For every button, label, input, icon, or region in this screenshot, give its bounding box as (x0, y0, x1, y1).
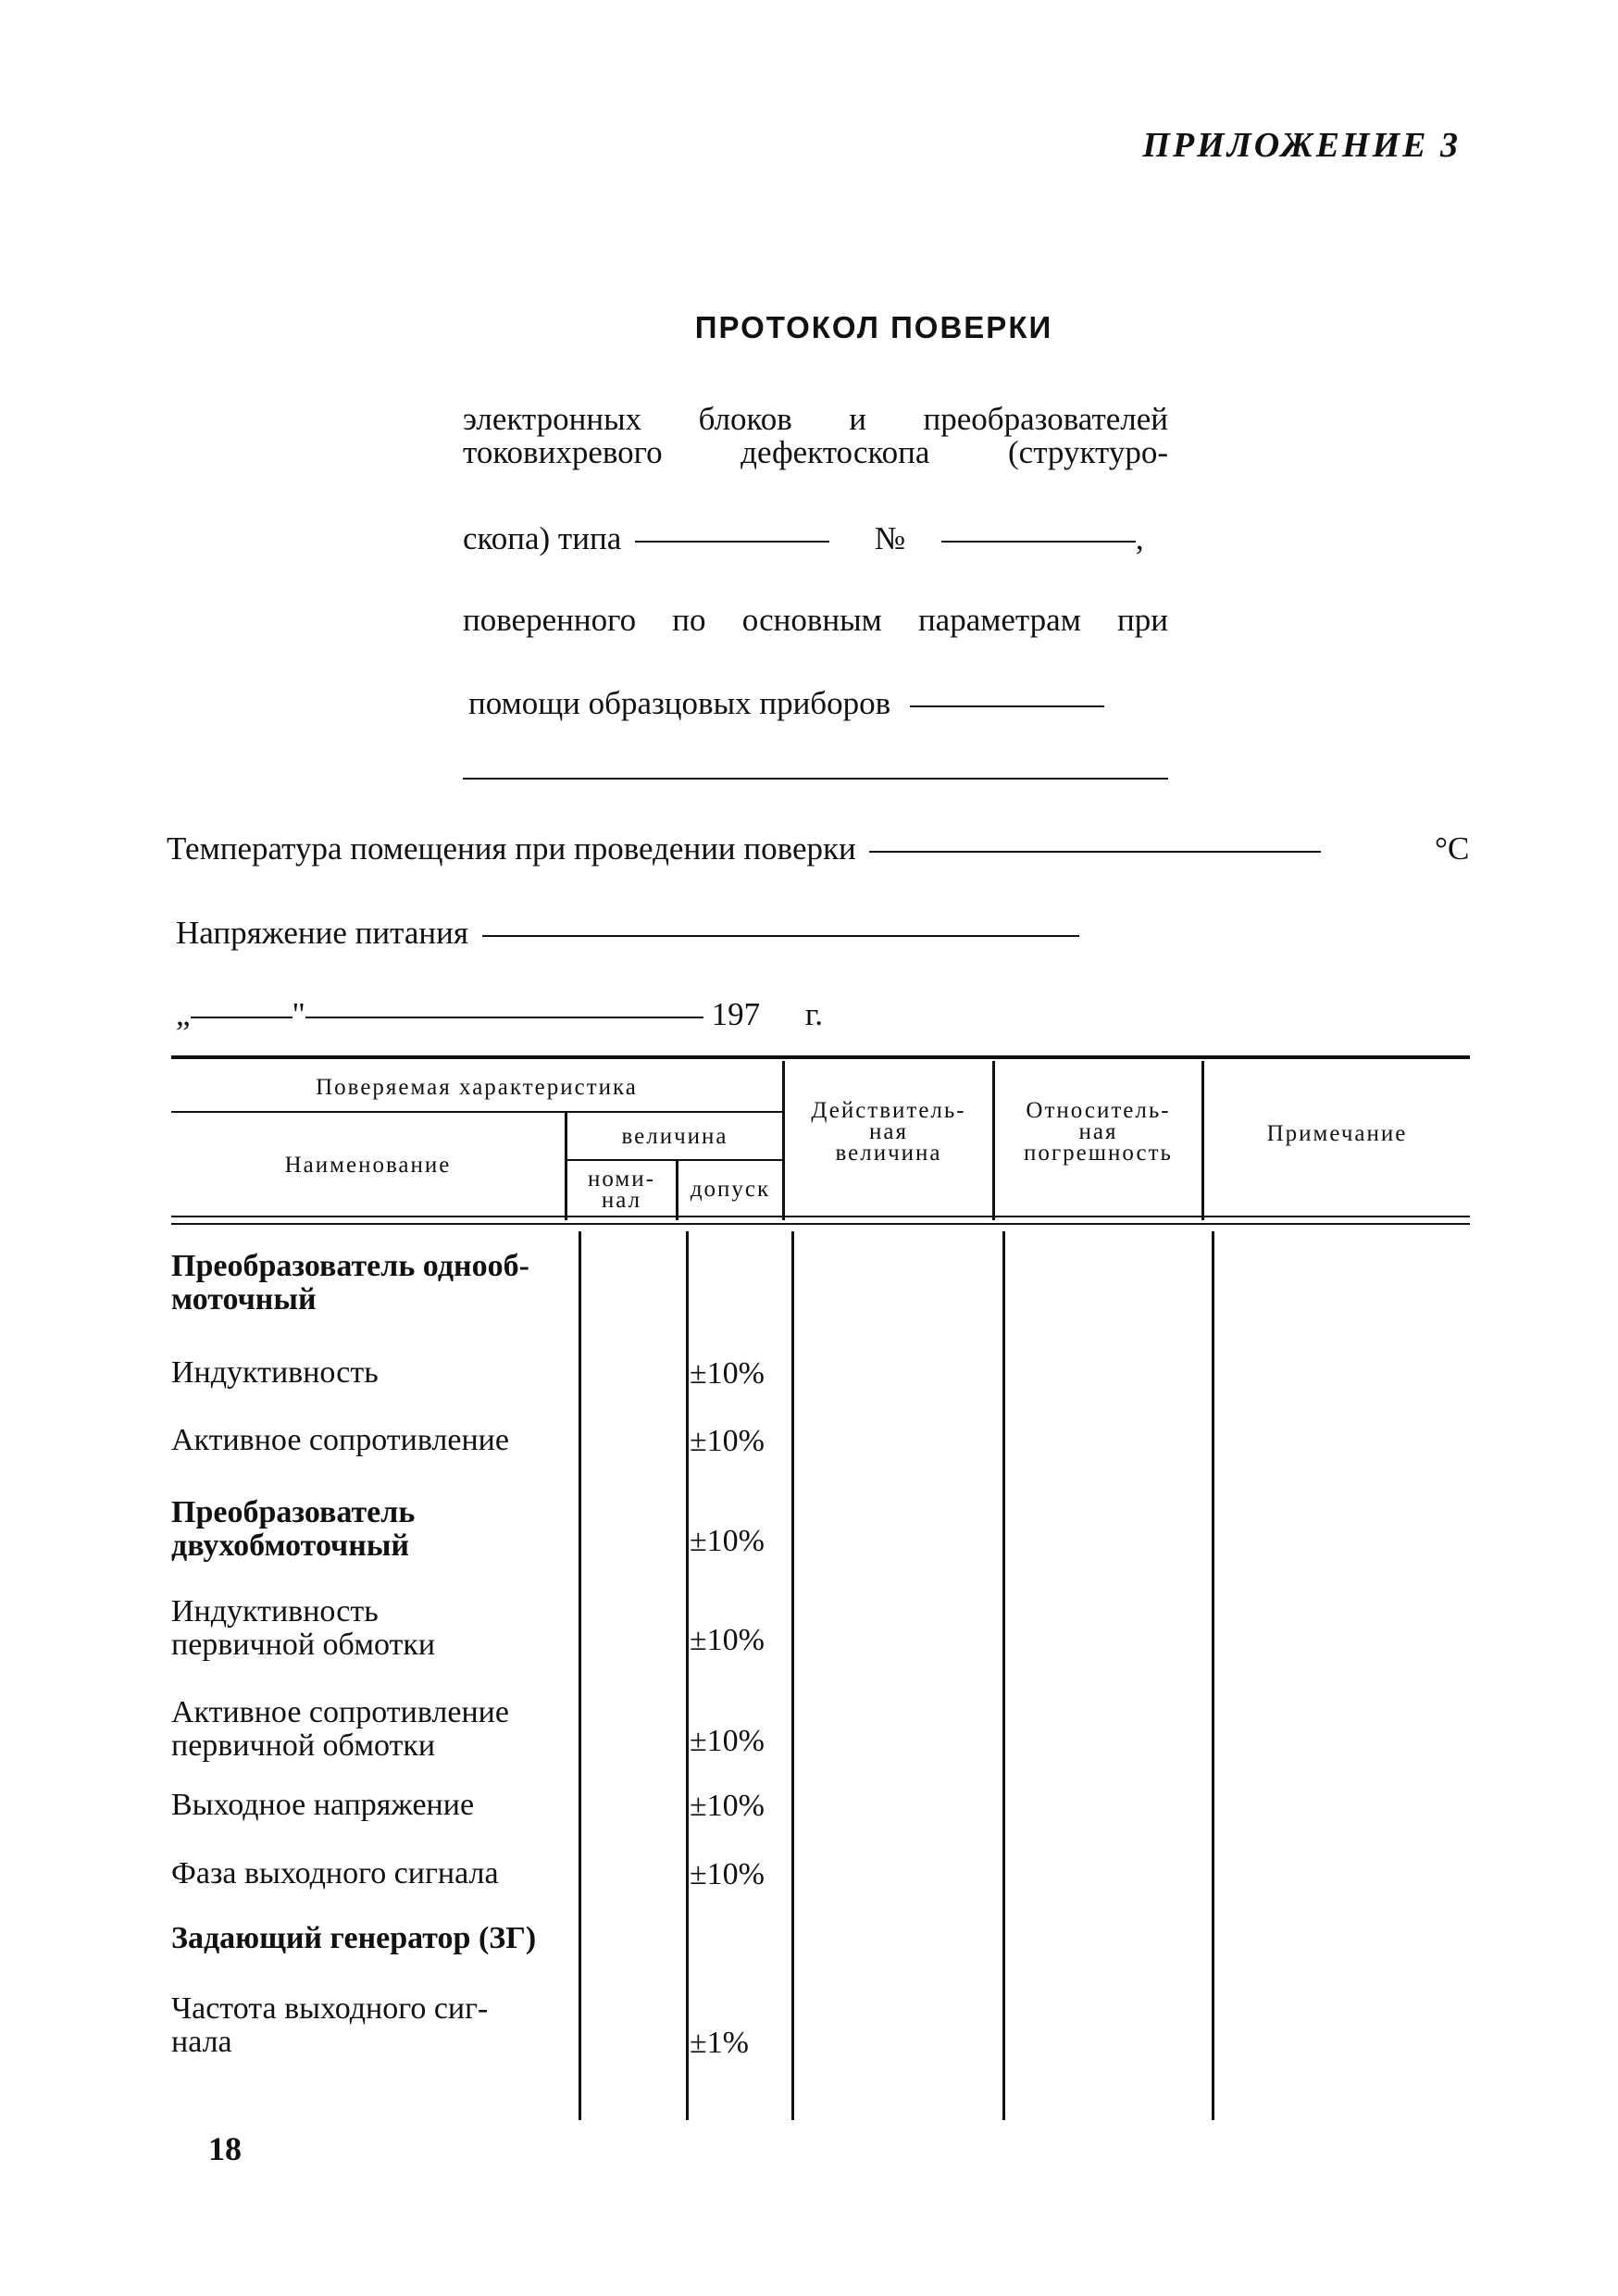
body-vline-name (579, 1231, 581, 2120)
type-row (463, 520, 1144, 557)
row-4-name: Индуктивность первичной обмотки (171, 1594, 436, 1662)
temperature-blank (869, 851, 1321, 853)
row-9-name: Частота выходного сиг- нала (171, 1991, 489, 2059)
header-tolerance: допуск (690, 1177, 771, 1202)
number-blank (941, 541, 1136, 543)
row-9-tolerance: ±1% (690, 2026, 749, 2060)
row-7-tolerance: ±10% (690, 1857, 765, 1891)
month-blank (305, 1017, 703, 1018)
intro-line-2: токовихревого дефектоскопа (структуро- (463, 434, 1168, 470)
characteristic-underline (171, 1111, 782, 1113)
type-label: скопа) типа (463, 520, 622, 556)
value-underline (567, 1159, 782, 1161)
row-2-name: Активное сопротивление (171, 1423, 509, 1457)
row-3-name: Преобразователь двухобмоточный (171, 1495, 416, 1563)
date-suffix: г. (804, 996, 824, 1032)
body-vline-actual (1002, 1231, 1005, 2120)
header-actual: Действитель- ная величина (811, 1098, 966, 1166)
header-value: величина (621, 1124, 728, 1149)
instruments-blank (910, 705, 1104, 707)
date-row (176, 996, 823, 1033)
header-nominal: номи- нал (588, 1167, 655, 1213)
voltage-row (176, 915, 1079, 952)
day-blank (191, 1017, 292, 1018)
row-1-tolerance: ±10% (690, 1356, 765, 1391)
row-5-tolerance: ±10% (690, 1724, 765, 1758)
document-title: ПРОТОКОЛ ПОВЕРКИ (694, 310, 1053, 344)
body-vline-relative (1212, 1231, 1214, 2120)
verified-text: поверенного по основным параметрам при (463, 602, 1168, 638)
date-year: 197 (711, 996, 761, 1032)
row-5-name: Активное сопротивление первичной обмотки (171, 1695, 509, 1763)
type-blank (635, 541, 829, 543)
instruments-row (468, 685, 1104, 722)
instruments-label: помощи образцовых приборов (468, 685, 891, 721)
row-3-tolerance: ±10% (690, 1524, 765, 1558)
header-name: Наименование (284, 1153, 452, 1178)
header-bottom-1 (171, 1216, 1470, 1217)
row-4-tolerance: ±10% (690, 1623, 765, 1657)
row-8-name: Задающий генератор (ЗГ) (171, 1921, 537, 1955)
body-vline-tolerance (791, 1231, 794, 2120)
body-vline-nominal (686, 1231, 689, 2120)
intro-paragraph (463, 403, 1168, 469)
header-characteristic: Поверяемая характеристика (316, 1075, 638, 1100)
voltage-label: Напряжение питания (176, 915, 468, 951)
instruments-second-blank (463, 778, 1168, 780)
date-close-quote: " (292, 996, 305, 1032)
number-sign: № (874, 520, 906, 556)
page-number: 18 (208, 2130, 242, 2167)
temperature-unit: °С (1435, 830, 1470, 867)
appendix-label: ПРИЛОЖЕНИЕ 3 (1142, 126, 1461, 165)
header-relative: Относитель- ная погрешность (1024, 1098, 1173, 1166)
row-2-tolerance: ±10% (690, 1424, 765, 1458)
row-6-tolerance: ±10% (690, 1789, 765, 1823)
header-note: Примечание (1266, 1121, 1408, 1146)
table-top-border (171, 1055, 1470, 1059)
row-6-name: Выходное напряжение (171, 1788, 475, 1822)
type-row-comma: , (1135, 520, 1144, 556)
date-open-quote: „ (176, 996, 191, 1032)
temperature-label: Температура помещения при проведении поверки (167, 830, 856, 867)
intro-line-1: электронных блоков и преобразователей (463, 401, 1168, 437)
row-1-name: Индуктивность (171, 1355, 379, 1390)
header-bottom-2 (171, 1223, 1470, 1225)
row-7-name: Фаза выходного сигнала (171, 1856, 499, 1890)
temperature-row (167, 830, 1321, 867)
row-0-name: Преобразователь однооб- моточный (171, 1249, 529, 1316)
verification-table (171, 1055, 1470, 2120)
voltage-blank (482, 935, 1079, 937)
